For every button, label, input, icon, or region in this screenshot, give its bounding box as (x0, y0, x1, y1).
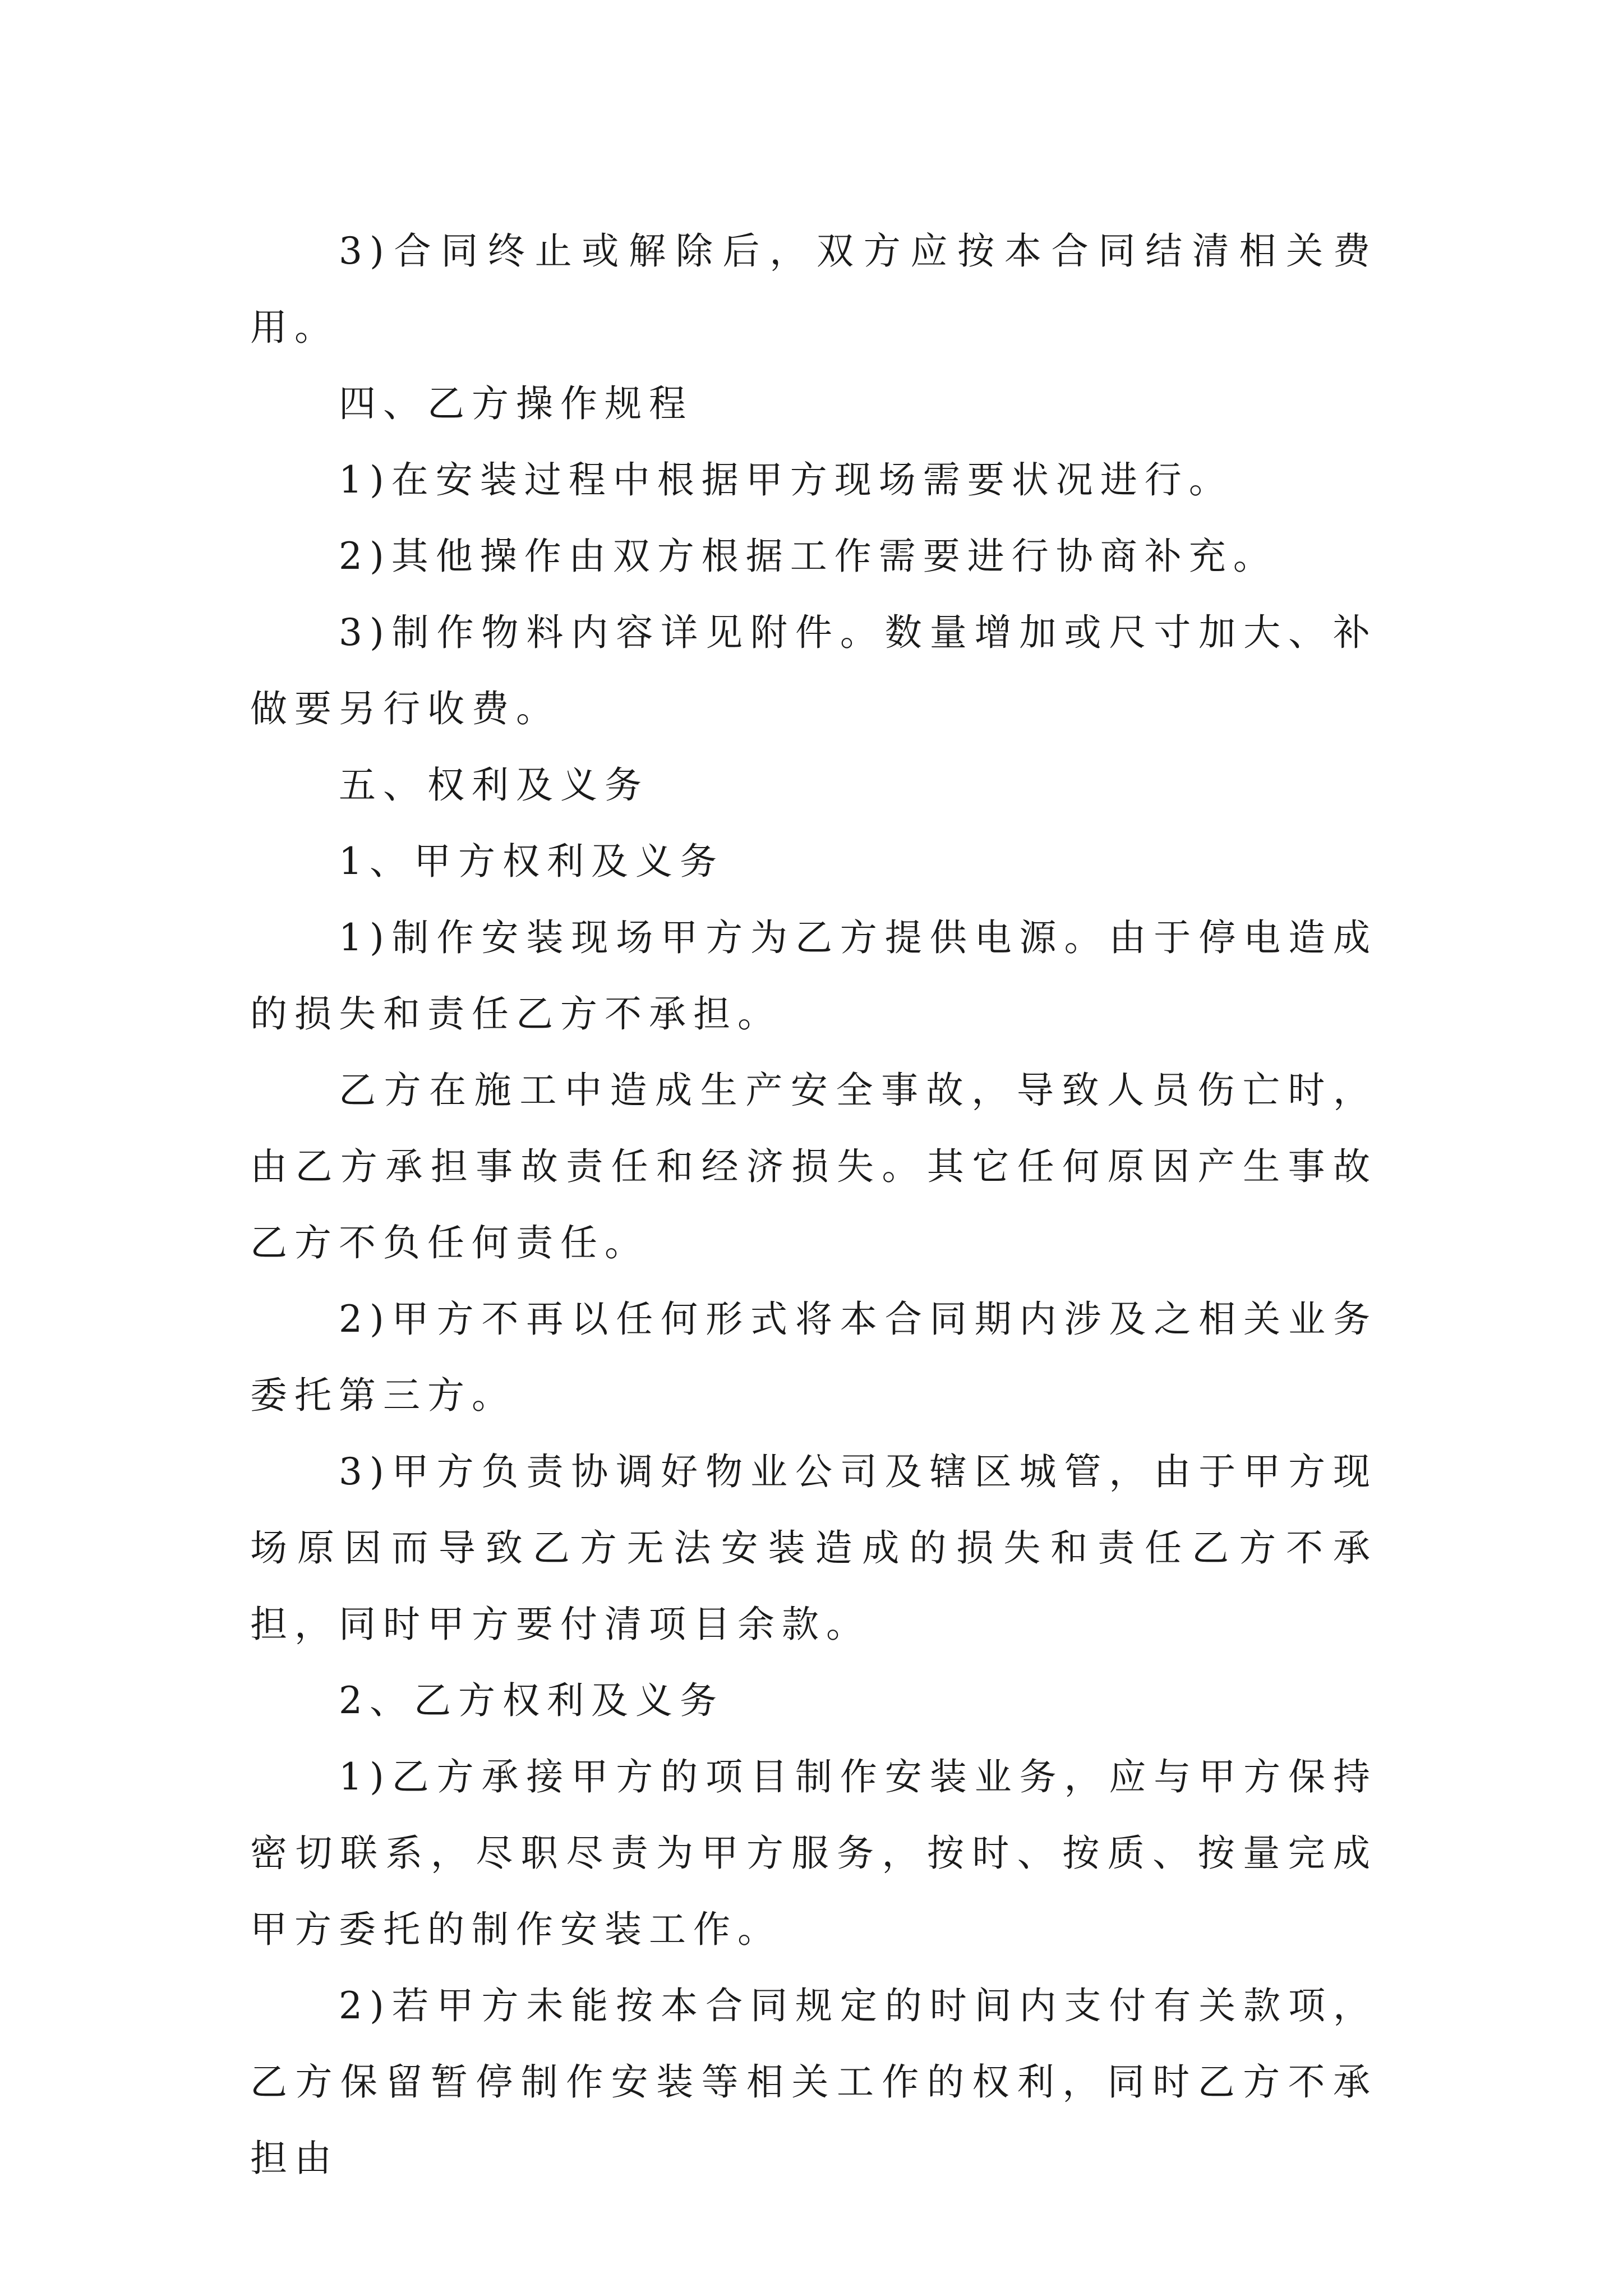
document-body (250, 213, 1377, 2197)
section-heading-5: 五、权利及义务 (339, 763, 649, 807)
paragraph-party-a-1: 1)制作安装现场甲方为乙方提供电源。由于停电造成的损失和责任乙方不承担。 (250, 916, 1377, 1036)
paragraph-party-a-safety: 乙方在施工中造成生产安全事故，导致人员伤亡时，由乙方承担事故责任和经济损失。其它任何原因产生事故乙方不负任何责任。 (250, 1069, 1377, 1264)
paragraph-party-b-2: 2)若甲方未能按本合同规定的时间内支付有关款项，乙方保留暂停制作安装等相关工作的权利，同时乙方不承担由 (250, 1984, 1377, 2180)
paragraph-party-b-1: 1)乙方承接甲方的项目制作安装业务，应与甲方保持密切联系，尽职尽责为甲方服务，按时、按质、按量完成甲方委托的制作安装工作。 (250, 1755, 1377, 1951)
paragraph-operation-1: 1)在安装过程中根据甲方现场需要状况进行。 (339, 458, 1233, 501)
section-heading-4: 四、乙方操作规程 (339, 382, 693, 425)
subsection-heading-party-b: 2、乙方权利及义务 (339, 1679, 724, 1722)
subsection-heading-party-a: 1、甲方权利及义务 (339, 840, 724, 883)
paragraph-operation-3: 3)制作物料内容详见附件。数量增加或尺寸加大、补做要另行收费。 (250, 611, 1377, 730)
paragraph-clause-3-termination: 3)合同终止或解除后，双方应按本合同结清相关费用。 (250, 229, 1377, 349)
paragraph-party-a-3: 3)甲方负责协调好物业公司及辖区城管，由于甲方现场原因而导致乙方无法安装造成的损失和责任乙方不承担，同时甲方要付清项目余款。 (250, 1450, 1377, 1646)
paragraph-operation-2: 2)其他操作由双方根据工作需要进行协商补充。 (339, 535, 1278, 578)
paragraph-party-a-2: 2)甲方不再以任何形式将本合同期内涉及之相关业务委托第三方。 (250, 1297, 1377, 1417)
